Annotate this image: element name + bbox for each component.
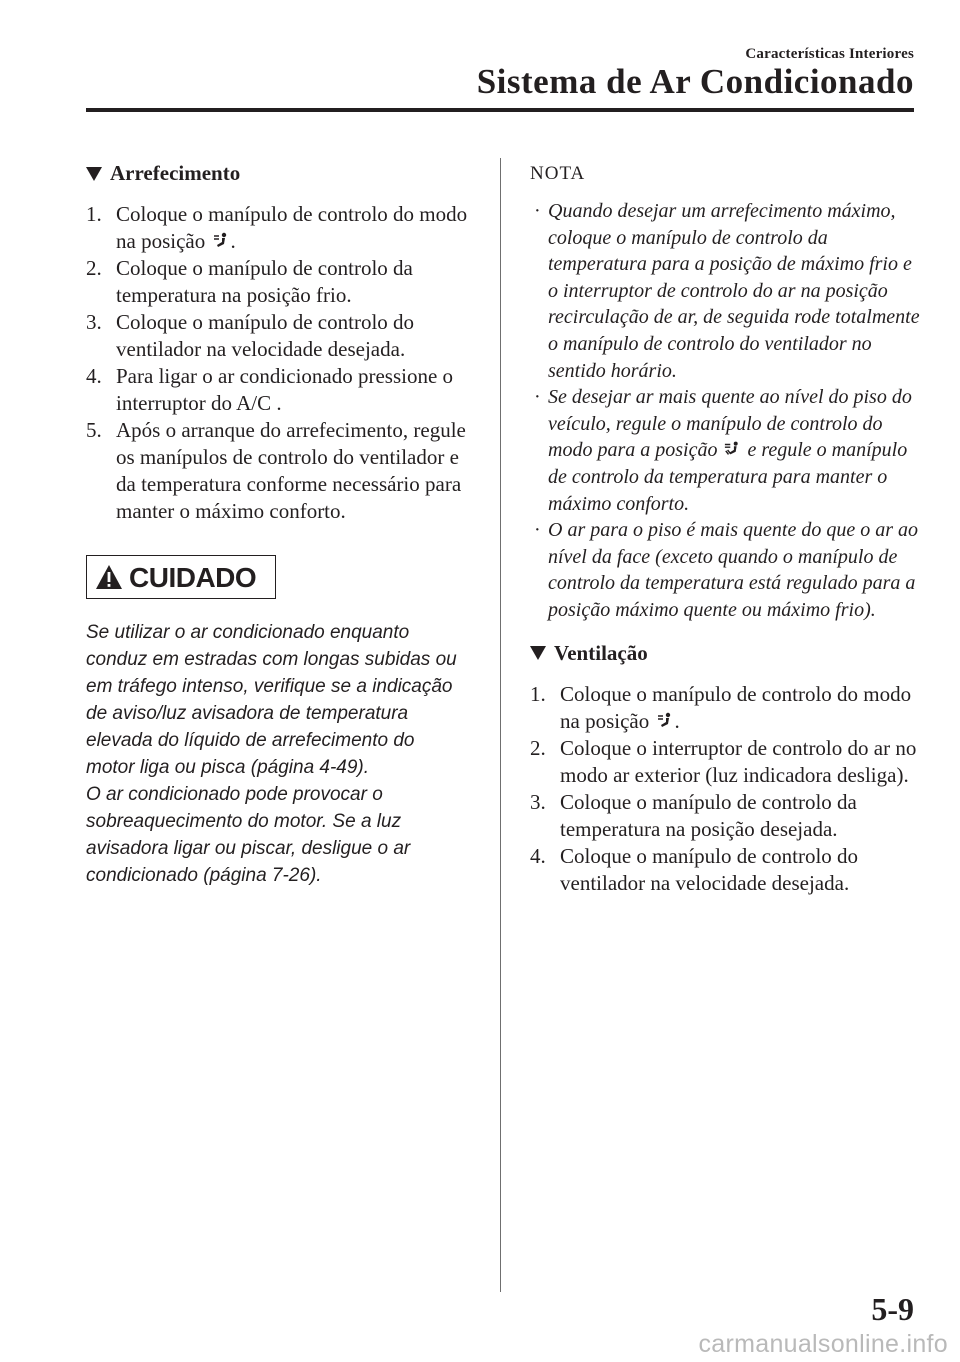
step-number: 5. xyxy=(86,418,102,442)
list-item xyxy=(530,789,920,843)
caution-label: CUIDADO xyxy=(129,561,257,593)
nota-title: NOTA xyxy=(530,163,586,184)
page-number: 5-9 xyxy=(871,1291,914,1327)
column-divider xyxy=(500,158,501,1292)
step-number: 4. xyxy=(530,843,546,868)
list-item xyxy=(86,255,468,309)
bullet-dot-icon: · xyxy=(534,386,541,409)
triangle-bullet-icon xyxy=(86,167,102,181)
left-column xyxy=(86,160,468,889)
nota-list xyxy=(530,198,920,624)
section-heading-text: Ventilação xyxy=(554,640,648,665)
caution-paragraph: Se utilizar o ar condicionado enquanto conduz em estradas com longas subidas ou em tráfego intenso, verifique se a indicação de aviso/luz avisadora de temperatura elevada do líquido de arrefecimento do motor liga ou pisca (página 4-49). xyxy=(86,622,457,778)
step-number: 3. xyxy=(530,789,546,814)
section-heading-ventilacao xyxy=(530,640,920,667)
caution-paragraph: O ar condicionado pode provocar o sobreaquecimento do motor. Se a luz avisadora ligar ou piscar, desligue o ar condicionado (página 7-26). xyxy=(86,784,411,886)
step-text: Coloque o manípulo de controlo da temperatura na posição frio. xyxy=(116,256,413,307)
list-item xyxy=(530,735,920,789)
triangle-bullet-icon xyxy=(530,646,546,660)
step-number: 1. xyxy=(86,202,102,226)
bullet-dot-icon: · xyxy=(534,200,541,222)
list-item xyxy=(530,681,920,735)
step-number: 2. xyxy=(530,735,546,760)
face-vent-mode-icon xyxy=(212,232,230,250)
right-column xyxy=(530,160,920,897)
step-text: Coloque o manípulo de controlo da temperatura na posição desejada. xyxy=(560,789,857,841)
step-text: Coloque o manípulo de controlo do modo na posição xyxy=(116,202,468,253)
list-item xyxy=(86,363,468,417)
step-number: 1. xyxy=(530,681,546,706)
note-text-after: e regule o manípulo de controlo da temperatura para manter o máximo conforto. xyxy=(548,439,908,515)
step-text: Coloque o interruptor de controlo do ar no modo ar exterior (luz indicadora desliga). xyxy=(560,735,917,787)
step-text: Coloque o manípulo de controlo do ventilador na velocidade desejada. xyxy=(116,310,415,361)
section-heading-arrefecimento xyxy=(86,160,468,187)
step-number: 4. xyxy=(86,364,102,388)
list-item xyxy=(530,517,920,623)
list-item xyxy=(86,201,468,255)
step-suffix: . xyxy=(230,229,236,253)
face-vent-mode-icon xyxy=(656,712,674,730)
step-number: 3. xyxy=(86,310,102,334)
list-item xyxy=(530,384,920,517)
list-item xyxy=(530,198,920,384)
caution-box xyxy=(86,555,276,599)
cooling-steps xyxy=(86,201,468,525)
warning-triangle-icon xyxy=(95,564,123,590)
header-rule xyxy=(86,108,914,112)
bullet-dot-icon: · xyxy=(534,519,541,542)
list-item xyxy=(86,417,468,525)
step-number: 2. xyxy=(86,256,102,280)
header-section-label: Características Interiores xyxy=(745,46,914,62)
list-item xyxy=(86,309,468,363)
step-text: Após o arranque do arrefecimento, regule os manípulos de controlo do ventilador e da temperatura conforme necessário para manter o máximo conforto. xyxy=(116,418,466,523)
note-text: O ar para o piso é mais quente do que o ar ao nível da face (exceto quando o manípulo de controlo da temperatura está regulado para a posição máximo quente ou máximo frio). xyxy=(548,519,918,621)
step-suffix: . xyxy=(674,708,680,733)
bi-level-mode-icon xyxy=(724,440,742,458)
note-text: Quando desejar um arrefecimento máximo, coloque o manípulo de controlo da temperatura para a posição de máximo frio e o interruptor de controlo do ar na posição recirculação de ar, de seguida rode totalmente o manípulo de controlo do ventilador no sentido horário. xyxy=(548,200,920,382)
note-text: Se desejar ar mais quente ao nível do piso do veículo, regule o manípulo de controlo do modo para a posição xyxy=(548,386,912,462)
step-text: Coloque o manípulo de controlo do modo na posição xyxy=(560,681,912,733)
page-title: Sistema de Ar Condicionado xyxy=(476,62,914,101)
watermark: carmanualsonline.info xyxy=(698,1330,948,1358)
caution-text xyxy=(86,619,468,889)
ventilation-steps xyxy=(530,681,920,897)
step-text: Coloque o manípulo de controlo do ventilador na velocidade desejada. xyxy=(560,843,859,895)
section-heading-text: Arrefecimento xyxy=(110,161,241,185)
step-text: Para ligar o ar condicionado pressione o interruptor do A/C . xyxy=(116,364,454,415)
list-item xyxy=(530,843,920,897)
